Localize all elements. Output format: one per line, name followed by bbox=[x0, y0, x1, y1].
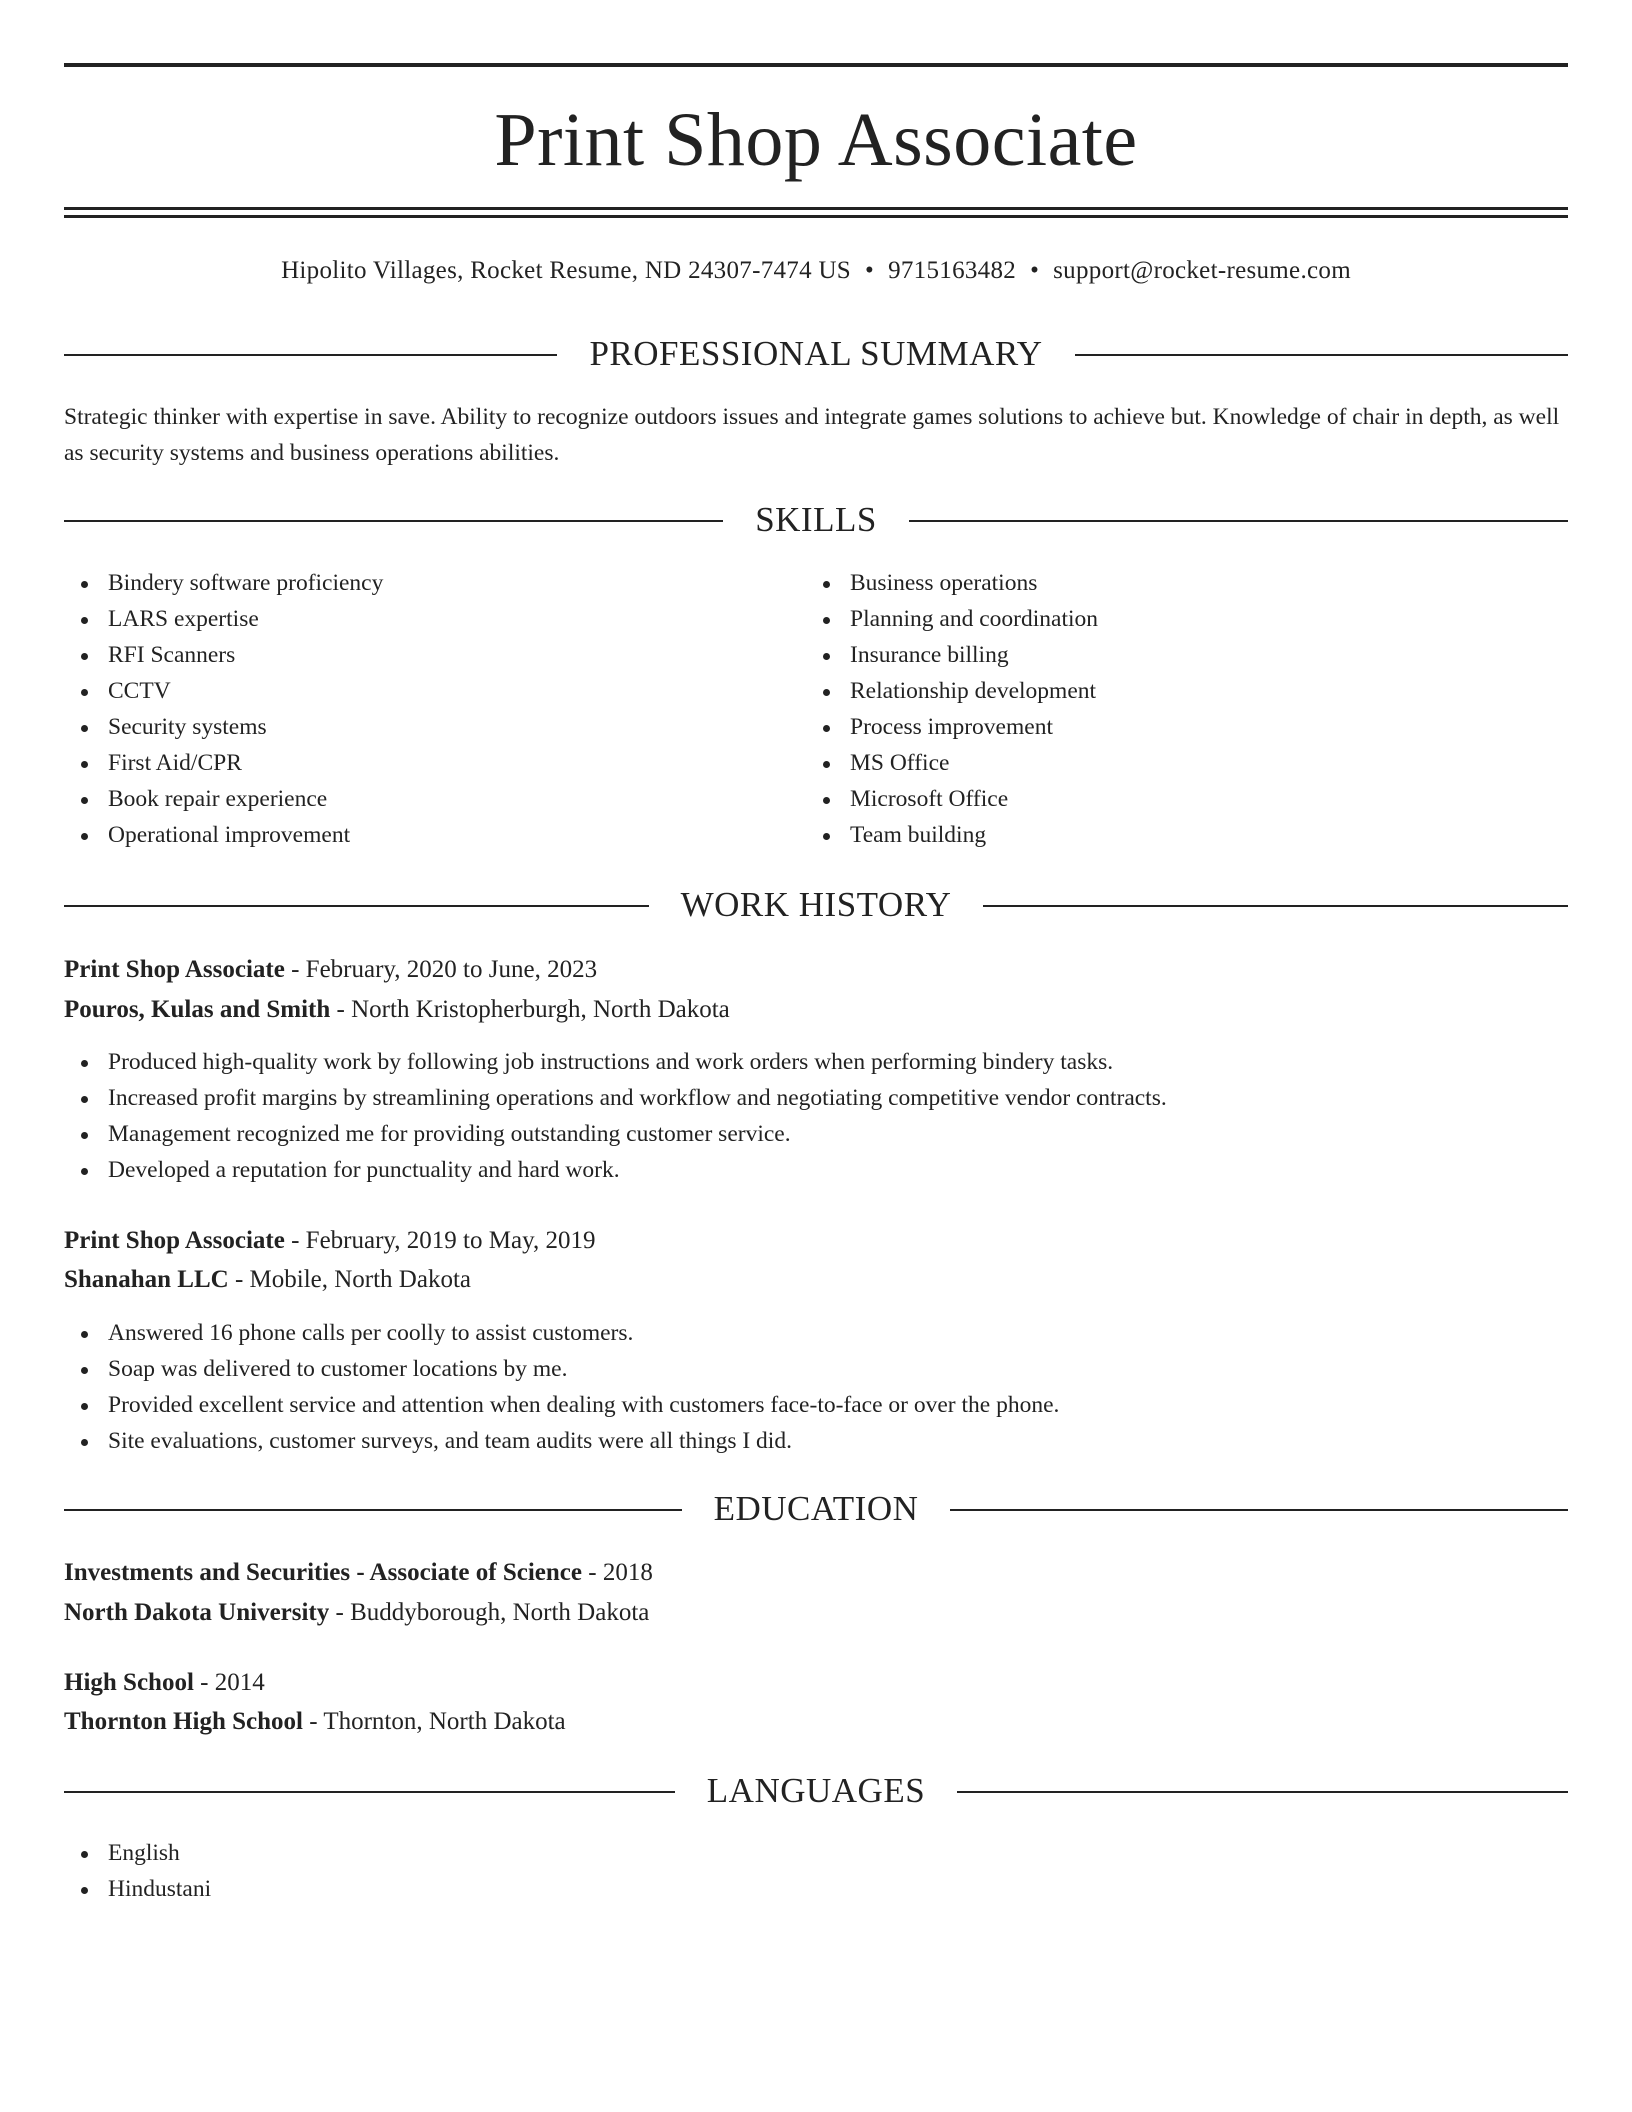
title-double-rule-lower bbox=[64, 215, 1568, 218]
skill-item: Bindery software proficiency bbox=[64, 565, 804, 601]
skill-item: Team building bbox=[806, 817, 1546, 853]
job-location: - Mobile, North Dakota bbox=[228, 1266, 471, 1293]
section-heading-summary bbox=[64, 334, 1568, 374]
job-company-line bbox=[64, 1260, 1568, 1300]
title-double-rule-upper bbox=[64, 207, 1568, 210]
school-name: North Dakota University bbox=[64, 1599, 330, 1626]
degree-name: High School bbox=[64, 1669, 194, 1696]
section-heading-education bbox=[64, 1489, 1568, 1529]
skill-item: Relationship development bbox=[806, 673, 1546, 709]
section-heading-skills bbox=[64, 500, 1568, 540]
school-location: - Thornton, North Dakota bbox=[302, 1708, 566, 1735]
job-duty-item: Management recognized me for providing outstanding customer service. bbox=[64, 1116, 1568, 1152]
language-item: English bbox=[64, 1835, 804, 1871]
school-name: Thornton High School bbox=[64, 1708, 303, 1735]
section-title-summary: PROFESSIONAL SUMMARY bbox=[557, 334, 1074, 373]
skill-item: Business operations bbox=[806, 565, 1546, 601]
languages-list bbox=[64, 1835, 804, 1907]
job-duty-item: Developed a reputation for punctuality and hard work. bbox=[64, 1152, 1568, 1188]
language-item: Hindustani bbox=[64, 1871, 804, 1907]
skill-item: Book repair experience bbox=[64, 781, 804, 817]
skill-item: LARS expertise bbox=[64, 601, 804, 637]
job-location: - North Kristopherburgh, North Dakota bbox=[330, 996, 730, 1023]
contact-email: support@rocket-resume.com bbox=[1053, 257, 1351, 284]
skill-item: MS Office bbox=[806, 745, 1546, 781]
degree-line bbox=[64, 1553, 1568, 1593]
skill-item: Security systems bbox=[64, 709, 804, 745]
job-company-line bbox=[64, 990, 1568, 1030]
job-duty-item: Site evaluations, customer surveys, and team audits were all things I did. bbox=[64, 1423, 1568, 1459]
skill-item: First Aid/CPR bbox=[64, 745, 804, 781]
job-duty-item: Soap was delivered to customer locations by me. bbox=[64, 1351, 1568, 1387]
section-title-work: WORK HISTORY bbox=[649, 885, 984, 924]
job-company: Pouros, Kulas and Smith bbox=[64, 996, 331, 1023]
section-title-languages: LANGUAGES bbox=[675, 1771, 957, 1810]
contact-phone: 9715163482 bbox=[888, 257, 1017, 284]
job-duty-item: Increased profit margins by streamlining operations and workflow and negotiating competitive vendor contracts. bbox=[64, 1080, 1568, 1116]
skill-item: RFI Scanners bbox=[64, 637, 804, 673]
job-company: Shanahan LLC bbox=[64, 1266, 229, 1293]
degree-line bbox=[64, 1663, 1568, 1703]
job-title: Print Shop Associate bbox=[64, 1227, 285, 1254]
summary-text: Strategic thinker with expertise in save. Ability to recognize outdoors issues and integrate games solutions to achieve but. Knowledge of chair in depth, as well as security systems and business operations abilities. bbox=[64, 404, 1560, 466]
degree-year: - 2018 bbox=[582, 1559, 653, 1586]
job-duties-list bbox=[64, 1044, 1568, 1188]
skill-item: Microsoft Office bbox=[806, 781, 1546, 817]
section-heading-languages bbox=[64, 1771, 1568, 1811]
contact-address: Hipolito Villages, Rocket Resume, ND 24307-7474 US bbox=[281, 257, 852, 284]
section-title-skills: SKILLS bbox=[723, 500, 909, 539]
job-duties-list bbox=[64, 1315, 1568, 1459]
job-duty-item: Produced high-quality work by following job instructions and work orders when performing bindery tasks. bbox=[64, 1044, 1568, 1080]
section-heading-work bbox=[64, 885, 1568, 925]
skills-list-right bbox=[806, 565, 1546, 853]
job-title-line bbox=[64, 950, 1568, 990]
degree-year: - 2014 bbox=[193, 1669, 265, 1696]
skill-item: Process improvement bbox=[806, 709, 1546, 745]
job-duty-item: Provided excellent service and attention when dealing with customers face-to-face or over the phone. bbox=[64, 1387, 1568, 1423]
contact-separator: • bbox=[1030, 257, 1040, 284]
top-rule bbox=[64, 63, 1568, 67]
degree-name: Investments and Securities - Associate of Science bbox=[64, 1559, 582, 1586]
contact-line bbox=[64, 255, 1568, 287]
skill-item: Operational improvement bbox=[64, 817, 804, 853]
job-dates: - February, 2020 to June, 2023 bbox=[284, 956, 598, 983]
skill-item: CCTV bbox=[64, 673, 804, 709]
school-line bbox=[64, 1593, 1568, 1633]
job-title-line bbox=[64, 1221, 1568, 1261]
job-dates: - February, 2019 to May, 2019 bbox=[284, 1227, 596, 1254]
school-location: - Buddyborough, North Dakota bbox=[329, 1599, 650, 1626]
skills-list-left bbox=[64, 565, 804, 853]
contact-separator: • bbox=[865, 257, 875, 284]
school-line bbox=[64, 1702, 1568, 1742]
skill-item: Insurance billing bbox=[806, 637, 1546, 673]
job-title: Print Shop Associate bbox=[64, 956, 285, 983]
section-title-education: EDUCATION bbox=[682, 1489, 951, 1528]
skill-item: Planning and coordination bbox=[806, 601, 1546, 637]
resume-title: Print Shop Associate bbox=[494, 98, 1138, 182]
job-duty-item: Answered 16 phone calls per coolly to assist customers. bbox=[64, 1315, 1568, 1351]
